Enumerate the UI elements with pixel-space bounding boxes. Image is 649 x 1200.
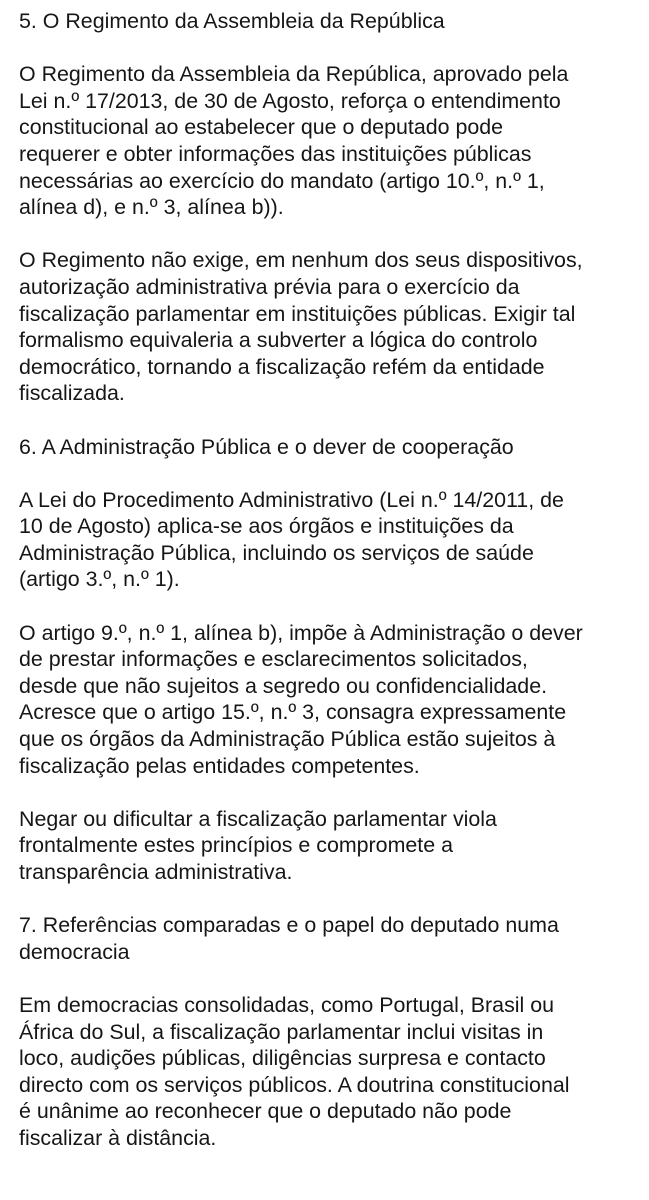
section-5-paragraph-2: O Regimento não exige, em nenhum dos seus dispositivos, autorização administrativa prévia para o exercício da fiscalização parlamentar em instituições públicas. Exigir tal formalismo equivaleria a subverter a lógica do controlo democrático, tornando a fiscalização refém da entidade fiscalizada.: [19, 248, 583, 406]
section-6-paragraph-1: A Lei do Procedimento Administrativo (Lei n.º 14/2011, de 10 de Agosto) aplica-se aos órgãos e instituições da Administração Pública, incluindo os serviços de saúde (artigo 3.º, n.º 1).: [19, 487, 564, 592]
section-6-heading: 6. A Administração Pública e o dever de cooperação: [19, 434, 514, 459]
section-7-heading: 7. Referências comparadas e o papel do deputado numa democracia: [19, 913, 559, 964]
document-text: [19, 8, 639, 1152]
section-5-heading: 5. O Regimento da Assembleia da República: [19, 9, 445, 33]
section-7-paragraph-1: Em democracias consolidadas, como Portugal, Brasil ou África do Sul, a fiscalização parlamentar inclui visitas in loco, audições públicas, diligências surpresa e contacto directo com os serviços públicos. A doutrina constitucional é unânime ao reconhecer que o deputado não pode fiscalizar à distância.: [19, 992, 570, 1150]
section-6-paragraph-3: Negar ou dificultar a fiscalização parlamentar viola frontalmente estes princípios e compromete a transparência administrativa.: [19, 806, 497, 884]
section-5-paragraph-1: O Regimento da Assembleia da República, aprovado pela Lei n.º 17/2013, de 30 de Agosto, reforça o entendimento constitucional ao estabelecer que o deputado pode requerer e obter informações das instituições públicas necessárias ao exercício do mandato (artigo 10.º, n.º 1, alínea d), e n.º 3, alínea b)).: [19, 62, 569, 220]
section-6-paragraph-2: O artigo 9.º, n.º 1, alínea b), impõe à Administração o dever de prestar informações e esclarecimentos solicitados, desde que não sujeitos a segredo ou confidencialidade. Acresce que o artigo 15.º, n.º 3, consagra expressamente que os órgãos da Administração Pública estão sujeitos à fiscalização pelas entidades competentes.: [19, 620, 583, 778]
